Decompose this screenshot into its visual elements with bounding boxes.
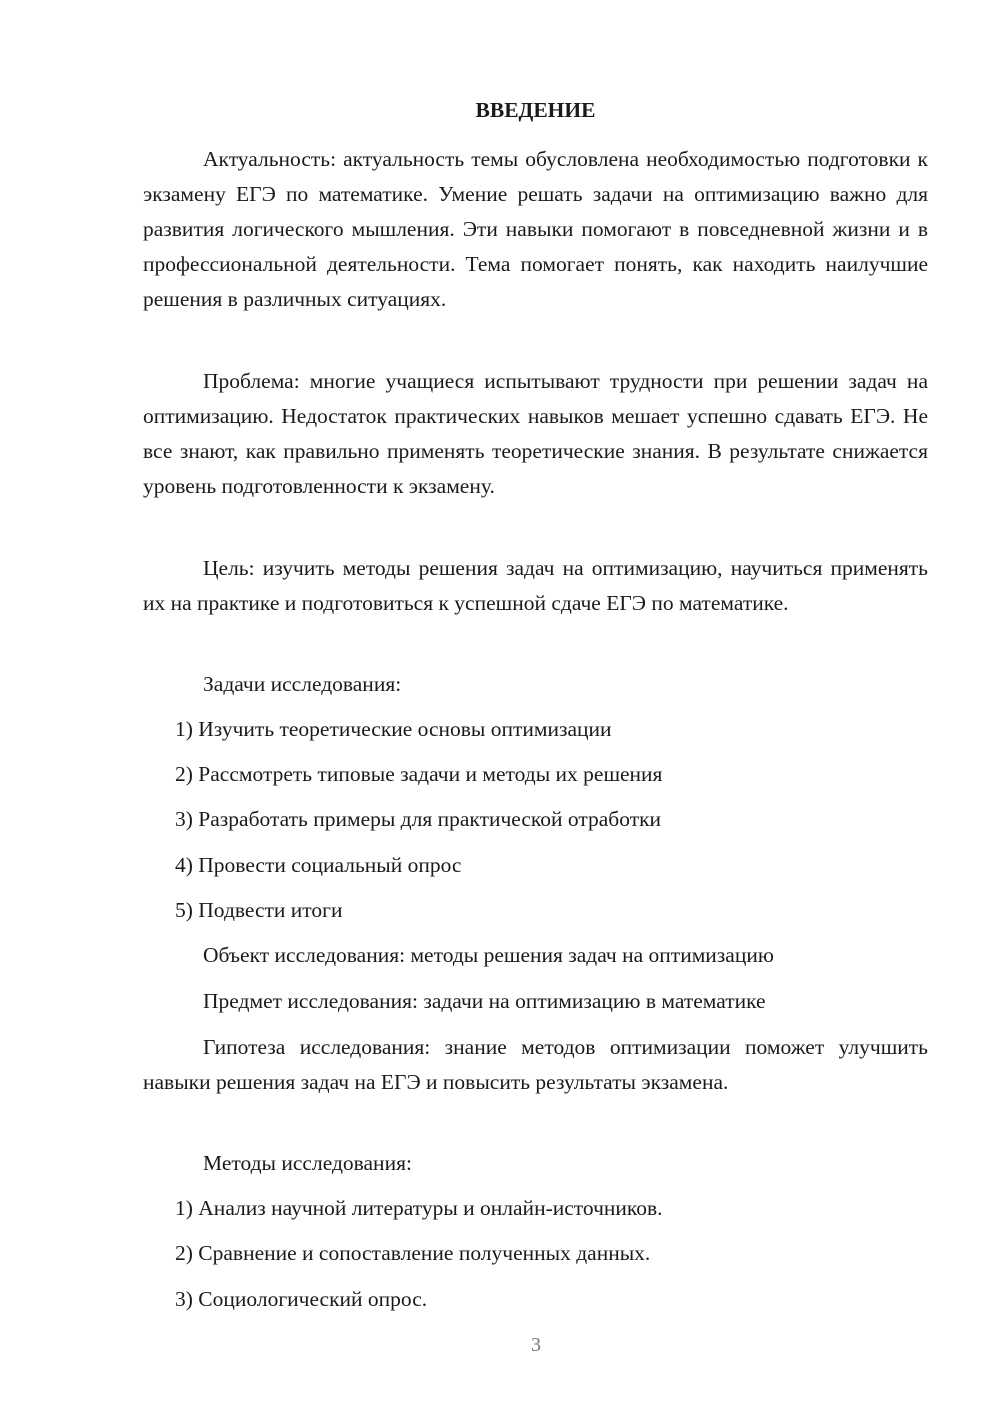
paragraph-hypothesis: Гипотеза исследования: знание методов оптимизации поможет улучшить навыки решения задач на ЕГЭ и повысить результаты экзамена.: [143, 1035, 928, 1094]
page-number: 3: [531, 1334, 541, 1356]
research-subject: Предмет исследования: задачи на оптимизацию в математике: [203, 989, 766, 1013]
paragraph-relevance: Актуальность: актуальность темы обусловлена необходимостью подготовки к экзамену ЕГЭ по математике. Умение решать задачи на оптимизацию важно для развития логического мышления. Эти навыки помогают в повседневной жизни и в профессиональной деятельности. Тема помогает понять, как находить наилучшие решения в различных ситуациях.: [143, 147, 928, 311]
method-item: 1) Анализ научной литературы и онлайн-источников.: [175, 1196, 663, 1220]
paragraph-goal: Цель: изучить методы решения задач на оптимизацию, научиться применять их на практике и подготовиться к успешной сдаче ЕГЭ по математике.: [143, 556, 928, 615]
method-item: 2) Сравнение и сопоставление полученных данных.: [175, 1241, 651, 1265]
task-item: 5) Подвести итоги: [175, 898, 343, 922]
task-item: 3) Разработать примеры для практической отработки: [175, 807, 662, 831]
paragraph-problem: Проблема: многие учащиеся испытывают трудности при решении задач на оптимизацию. Недостаток практических навыков мешает успешно сдавать ЕГЭ. Не все знают, как правильно применять теоретические знания. В результате снижается уровень подготовленности к экзамену.: [143, 369, 928, 498]
methods-heading: Методы исследования:: [203, 1151, 412, 1175]
research-object: Объект исследования: методы решения задач на оптимизацию: [203, 943, 774, 967]
task-item: 2) Рассмотреть типовые задачи и методы их решения: [175, 762, 663, 786]
task-item: 1) Изучить теоретические основы оптимизации: [175, 717, 612, 741]
document-title: ВВЕДЕНИЕ: [475, 98, 596, 122]
task-item: 4) Провести социальный опрос: [175, 853, 462, 877]
tasks-heading: Задачи исследования:: [203, 672, 402, 696]
method-item: 3) Социологический опрос.: [175, 1287, 428, 1311]
